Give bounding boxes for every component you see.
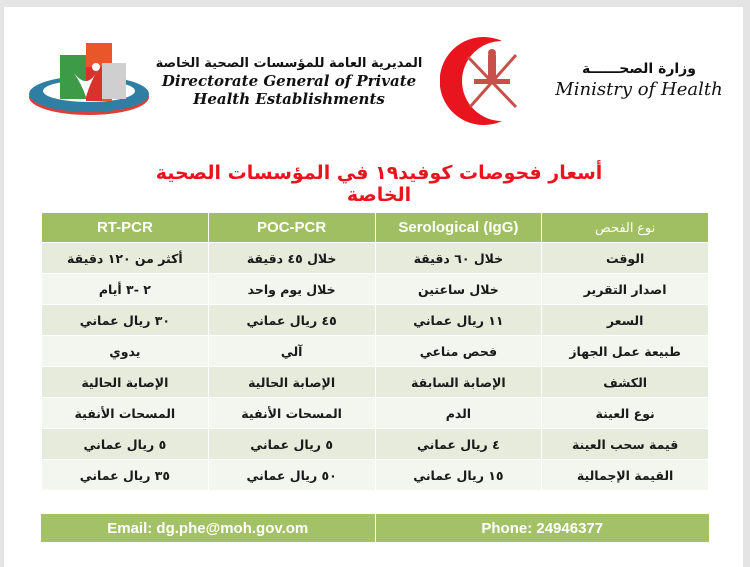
column-header-rt-pcr: RT-PCR (42, 213, 209, 243)
column-header-poc-pcr: POC-PCR (208, 213, 375, 243)
cell-rt-pcr: ٣٥ ريال عماني (42, 460, 209, 491)
moh-org-name (544, 59, 734, 101)
dgphe-name-english-line1: Directorate General of Private (161, 72, 417, 90)
cell-poc-pcr: آلي (208, 336, 375, 367)
dgphe-logo-icon (26, 33, 152, 125)
contact-phone: Phone: 24946377 (375, 514, 710, 542)
row-label: نوع العينة (542, 398, 709, 429)
table-row (42, 460, 709, 491)
dgphe-org-name (154, 55, 424, 108)
table-header-row (42, 213, 709, 243)
cell-rt-pcr: ٥ ريال عماني (42, 429, 209, 460)
cell-rt-pcr: ٣٠ ريال عماني (42, 305, 209, 336)
row-label: الكشف (542, 367, 709, 398)
column-header-serological: Serological (IgG) (375, 213, 542, 243)
cell-serological: فحص مناعي (375, 336, 542, 367)
cell-poc-pcr: المسحات الأنفية (208, 398, 375, 429)
contact-bar (41, 514, 709, 542)
row-label: القيمة الإجمالية (542, 460, 709, 491)
row-label: قيمة سحب العينة (542, 429, 709, 460)
test-prices-table (41, 212, 709, 491)
cell-serological: الدم (375, 398, 542, 429)
cell-poc-pcr: ٥ ريال عماني (208, 429, 375, 460)
cell-poc-pcr: خلال يوم واحد (208, 274, 375, 305)
dgphe-name-english-line2: Health Establishments (193, 90, 385, 108)
table-row (42, 243, 709, 274)
contact-email: Email: dg.phe@moh.gov.om (41, 514, 375, 542)
dgphe-name-arabic: المديرية العامة للمؤسسات الصحية الخاصة (155, 56, 423, 71)
cell-poc-pcr: ٤٥ ريال عماني (208, 305, 375, 336)
cell-serological: ١٥ ريال عماني (375, 460, 542, 491)
cell-poc-pcr: الإصابة الحالية (208, 367, 375, 398)
cell-poc-pcr: ٥٠ ريال عماني (208, 460, 375, 491)
page-title: أسعار فحوصات كوفيد١٩ في المؤسسات الصحية الخاصة (155, 162, 603, 206)
cell-serological: ٤ ريال عماني (375, 429, 542, 460)
cell-serological: الإصابة السابقة (375, 367, 542, 398)
moh-crescent-logo-icon (440, 35, 540, 127)
row-label: طبيعة عمل الجهاز (542, 336, 709, 367)
cell-poc-pcr: خلال ٤٥ دقيقة (208, 243, 375, 274)
table-row (42, 336, 709, 367)
table-row (42, 367, 709, 398)
table-row (42, 398, 709, 429)
column-header-test-type: نوع الفحص (542, 213, 709, 243)
cell-rt-pcr: أكثر من ١٢٠ دقيقة (42, 243, 209, 274)
cell-serological: ١١ ريال عماني (375, 305, 542, 336)
cell-rt-pcr: المسحات الأنفية (42, 398, 209, 429)
table-row (42, 305, 709, 336)
table-row (42, 429, 709, 460)
moh-name-arabic: وزارة الصحــــــة (582, 61, 696, 77)
table-row (42, 274, 709, 305)
row-label: السعر (542, 305, 709, 336)
cell-rt-pcr: الإصابة الحالية (42, 367, 209, 398)
moh-name-english: Ministry of Health (555, 79, 723, 100)
cell-serological: خلال ٦٠ دقيقة (375, 243, 542, 274)
cell-rt-pcr: يدوي (42, 336, 209, 367)
cell-serological: خلال ساعتين (375, 274, 542, 305)
cell-rt-pcr: ٢ -٣ أيام (42, 274, 209, 305)
row-label: اصدار التقرير (542, 274, 709, 305)
row-label: الوقت (542, 243, 709, 274)
